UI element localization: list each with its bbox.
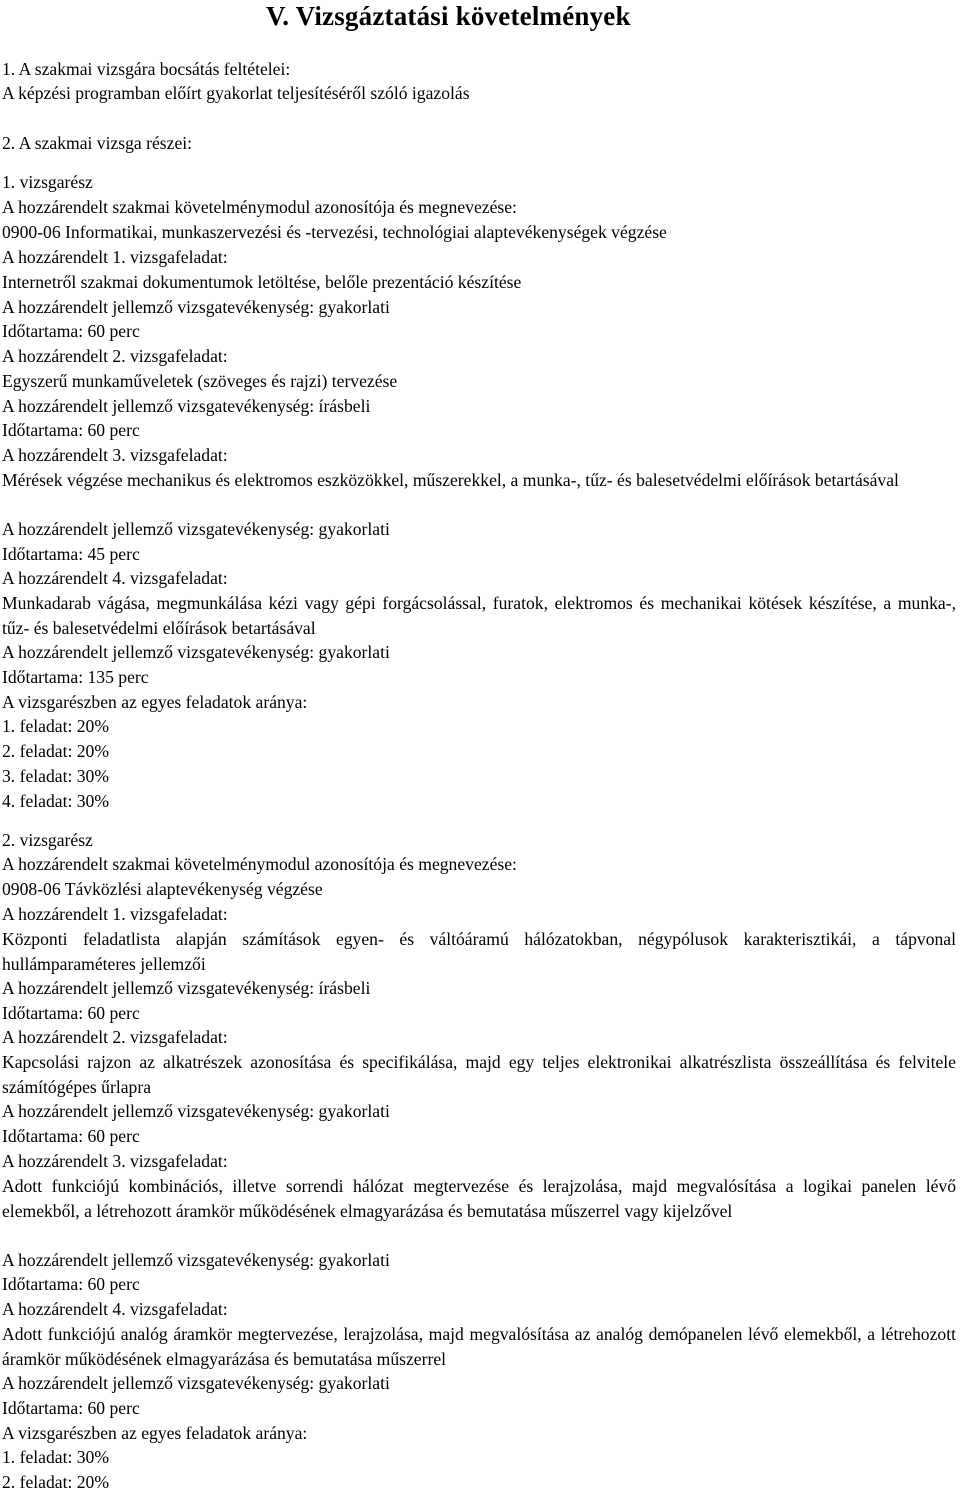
task-description: Mérések végzése mechanikus és elektromos eszközökkel, műszerekkel, a munka-, tűz- és balesetvédelmi előírások betartásával <box>2 470 899 490</box>
duration: Időtartama: 60 perc <box>2 1003 140 1023</box>
task-label: A hozzárendelt 1. vizsgafeladat: <box>2 247 228 267</box>
task-description: Adott funkciójú analóg áramkör megtervezése, lerajzolása, majd megvalósítása az analóg demópanelen lévő elemekből, a létrehozott áramkör működésének elmagyarázása és bemutatása műszerrel <box>2 1324 956 1369</box>
ratio-item: 1. feladat: 30% <box>2 1447 109 1467</box>
duration: Időtartama: 60 perc <box>2 321 140 341</box>
page-title: V. Vizsgáztatási követelmények <box>266 1 631 31</box>
activity-type: A hozzárendelt jellemző vizsgatevékenység: írásbeli <box>2 978 371 998</box>
duration: Időtartama: 60 perc <box>2 420 140 440</box>
module-name: 0908-06 Távközlési alaptevékenység végzése <box>2 879 323 899</box>
ratio-item: 2. feladat: 20% <box>2 741 109 761</box>
activity-type: A hozzárendelt jellemző vizsgatevékenység: gyakorlati <box>2 519 390 539</box>
exam-part-2-heading: 2. vizsgarész <box>2 830 93 850</box>
task-label: A hozzárendelt 2. vizsgafeladat: <box>2 346 228 366</box>
task-description: Egyszerű munkaműveletek (szöveges és rajzi) tervezése <box>2 371 398 391</box>
module-name: 0900-06 Informatikai, munkaszervezési és -tervezési, technológiai alaptevékenységek végzése <box>2 222 667 242</box>
duration: Időtartama: 45 perc <box>2 544 140 564</box>
activity-type: A hozzárendelt jellemző vizsgatevékenység: gyakorlati <box>2 297 390 317</box>
duration: Időtartama: 60 perc <box>2 1274 140 1294</box>
task-label: A hozzárendelt 2. vizsgafeladat: <box>2 1027 228 1047</box>
task-description: Internetről szakmai dokumentumok letöltése, belőle prezentáció készítése <box>2 272 522 292</box>
task-description: Központi feladatlista alapján számítások egyen- és váltóáramú hálózatokban, négypólusok karakterisztikái, a tápvonal hullámparaméteres jellemzői <box>2 929 956 974</box>
task-description: Munkadarab vágása, megmunkálása kézi vagy gépi forgácsolással, furatok, elektromos és mechanikai kötések készítése, a munka-, tűz- és balesetvédelmi előírások betartásával <box>2 593 956 638</box>
task-description: Adott funkciójú kombinációs, illetve sorrendi hálózat megtervezése és lerajzolása, majd megvalósítása a logikai panelen lévő elemekből, a létrehozott áramkör működésének elmagyarázása és bemutatása műszerrel vagy kijelzővel <box>2 1176 956 1221</box>
ratio-item: 4. feladat: 30% <box>2 791 109 811</box>
ratio-heading: A vizsgarészben az egyes feladatok aránya: <box>2 692 308 712</box>
module-label: A hozzárendelt szakmai követelménymodul azonosítója és megnevezése: <box>2 854 517 874</box>
ratio-item: 3. feladat: 30% <box>2 766 109 786</box>
task-label: A hozzárendelt 4. vizsgafeladat: <box>2 568 228 588</box>
ratio-heading: A vizsgarészben az egyes feladatok aránya: <box>2 1423 308 1443</box>
activity-type: A hozzárendelt jellemző vizsgatevékenység: gyakorlati <box>2 1250 390 1270</box>
activity-type: A hozzárendelt jellemző vizsgatevékenység: írásbeli <box>2 396 371 416</box>
admission-heading: 1. A szakmai vizsgára bocsátás feltételei: <box>2 59 291 79</box>
duration: Időtartama: 60 perc <box>2 1398 140 1418</box>
module-label: A hozzárendelt szakmai követelménymodul azonosítója és megnevezése: <box>2 197 517 217</box>
task-label: A hozzárendelt 4. vizsgafeladat: <box>2 1299 228 1319</box>
task-label: A hozzárendelt 3. vizsgafeladat: <box>2 1151 228 1171</box>
ratio-item: 1. feladat: 20% <box>2 716 109 736</box>
activity-type: A hozzárendelt jellemző vizsgatevékenység: gyakorlati <box>2 642 390 662</box>
task-description: Kapcsolási rajzon az alkatrészek azonosítása és specifikálása, majd egy teljes elektronikai alkatrészlista összeállítása és felvitele számítógépes űrlapra <box>2 1052 956 1097</box>
ratio-item: 2. feladat: 20% <box>2 1472 109 1492</box>
exam-parts-heading: 2. A szakmai vizsga részei: <box>2 133 193 153</box>
activity-type: A hozzárendelt jellemző vizsgatevékenység: gyakorlati <box>2 1373 390 1393</box>
task-label: A hozzárendelt 3. vizsgafeladat: <box>2 445 228 465</box>
exam-part-1-heading: 1. vizsgarész <box>2 172 93 192</box>
duration: Időtartama: 60 perc <box>2 1126 140 1146</box>
task-label: A hozzárendelt 1. vizsgafeladat: <box>2 904 228 924</box>
admission-text: A képzési programban előírt gyakorlat teljesítéséről szóló igazolás <box>2 83 470 103</box>
activity-type: A hozzárendelt jellemző vizsgatevékenység: gyakorlati <box>2 1101 390 1121</box>
duration: Időtartama: 135 perc <box>2 667 149 687</box>
